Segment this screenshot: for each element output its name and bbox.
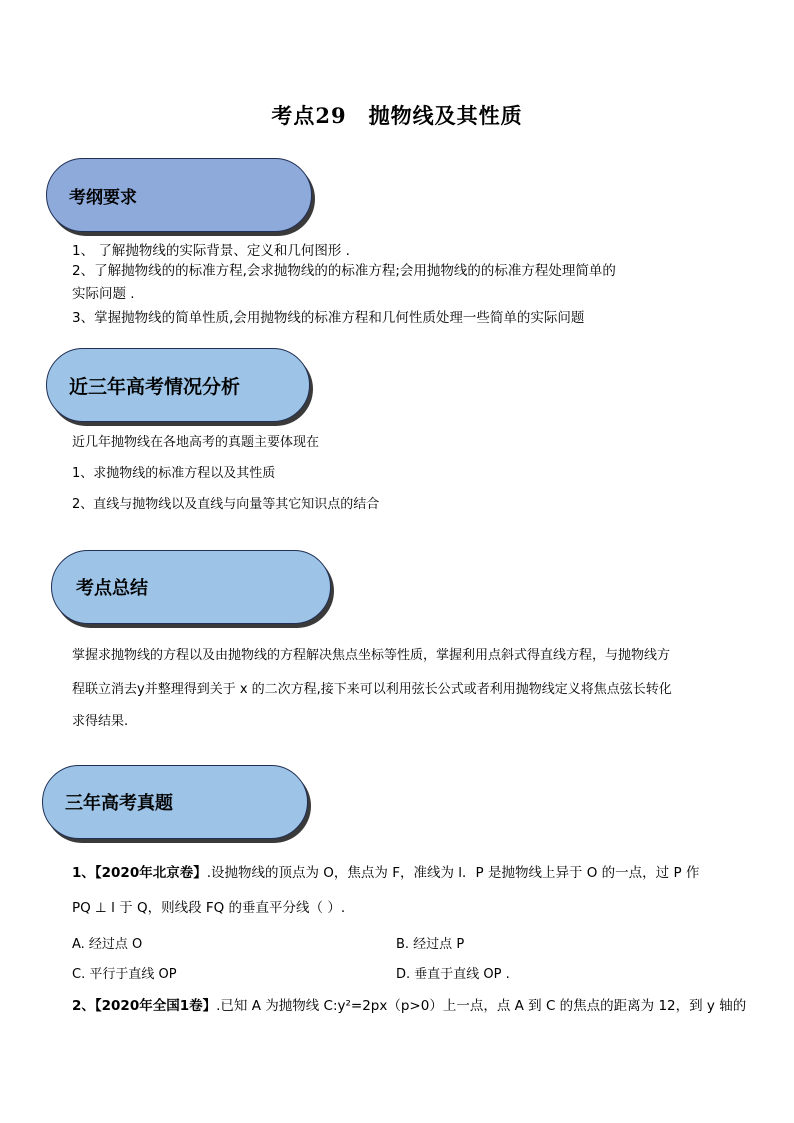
question-1-option-d: D. 垂直于直线 OP . bbox=[396, 967, 510, 982]
syllabus-item-2-cont: 实际问题 . bbox=[72, 286, 135, 302]
section-heading-syllabus bbox=[46, 158, 312, 232]
question-2-tag: 2、【2020年全国1卷】 bbox=[72, 998, 217, 1014]
question-1-text: .设抛物线的顶点为 O，焦点为 F，准线为 l．P 是抛物线上异于 O 的一点，过 P 作 bbox=[206, 865, 700, 881]
question-1-option-a: A. 经过点 O bbox=[72, 937, 143, 952]
analysis-item-2: 2、直线与抛物线以及直线与向量等其它知识点的结合 bbox=[72, 497, 380, 512]
summary-line-1: 掌握求抛物线的方程以及由抛物线的方程解决焦点坐标等性质，掌握利用点斜式得直线方程，与抛物线方 bbox=[72, 648, 671, 663]
title-text: 抛物线及其性质 bbox=[368, 103, 523, 128]
question-1-tag: 1、【2020年北京卷】 bbox=[72, 865, 207, 881]
summary-line-3: 求得结果. bbox=[72, 714, 129, 729]
analysis-intro: 近几年抛物线在各地高考的真题主要体现在 bbox=[72, 435, 320, 450]
summary-line-2: 程联立消去y并整理得到关于 x 的二次方程,接下来可以利用弦长公式或者利用抛物线定义将焦点弦长转化 bbox=[72, 682, 672, 697]
heading-label: 近三年高考情况分析 bbox=[69, 375, 241, 398]
question-1-option-c: C. 平行于直线 OP bbox=[72, 967, 177, 982]
section-heading-exam bbox=[42, 765, 308, 839]
page-title bbox=[0, 100, 794, 130]
syllabus-item-1: 1、 了解抛物线的实际背景、定义和几何图形 . bbox=[72, 243, 350, 259]
question-1-option-b: B. 经过点 P bbox=[396, 937, 465, 952]
title-number: 考点29 bbox=[271, 103, 347, 128]
question-2-text: .已知 A 为抛物线 C:y²=2px（p>0）上一点，点 A 到 C 的焦点的距离为 12，到 y 轴的 bbox=[216, 998, 747, 1014]
syllabus-item-3: 3、掌握抛物线的简单性质,会用抛物线的标准方程和几何性质处理一些简单的实际问题 bbox=[72, 310, 585, 326]
analysis-item-1: 1、求抛物线的标准方程以及其性质 bbox=[72, 466, 276, 481]
section-heading-analysis bbox=[46, 348, 310, 422]
syllabus-item-2: 2、了解抛物线的的标准方程,会求抛物线的的标准方程;会用抛物线的的标准方程处理简单的 bbox=[72, 263, 616, 279]
heading-label: 三年高考真题 bbox=[65, 793, 173, 814]
question-2-line-1 bbox=[72, 997, 746, 1015]
question-1-line-1 bbox=[72, 864, 699, 882]
heading-label: 考纲要求 bbox=[69, 187, 137, 208]
heading-label: 考点总结 bbox=[76, 578, 148, 599]
section-heading-summary bbox=[51, 550, 331, 624]
question-1-line-2: PQ ⊥ l 于 Q，则线段 FQ 的垂直平分线（ ）. bbox=[72, 900, 346, 916]
